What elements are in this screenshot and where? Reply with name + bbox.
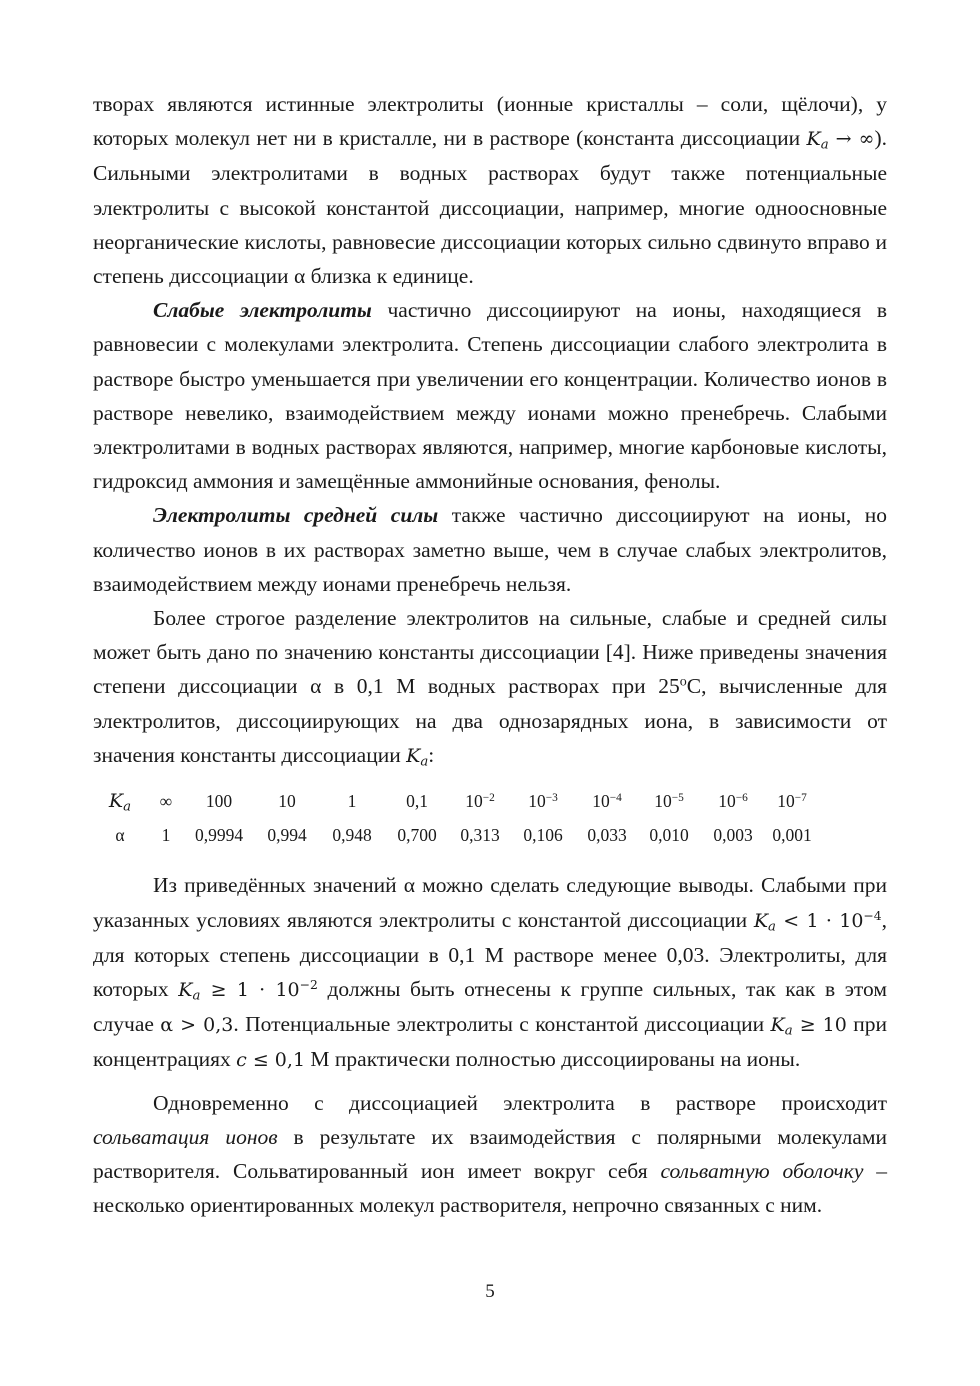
table-cell: $10^{-7}$ xyxy=(777,791,807,812)
text-run: Одновременно с диссоциацией электролита в растворе происходит xyxy=(153,1090,887,1115)
text-run: ). Сильными электролитами в водных растворах будут также потенциальные электролиты с высокой константой диссоциации, например, многие одноосновные неорганические кислоты, равновесие диссоциации которых сильно сдвинуто вправо и степень диссоциации α близка к единице. xyxy=(93,126,888,289)
table-cell: $10^{-2}$ xyxy=(465,791,495,812)
table-cell: $10^{-6}$ xyxy=(718,791,748,812)
text-run: при концентрациях xyxy=(93,1012,887,1072)
row-label-alpha: α xyxy=(115,825,125,846)
math-expression: ≥ $1 \cdot 10^{-2}$ xyxy=(200,978,318,1002)
table-cell: 0,010 xyxy=(649,825,689,846)
term-solvation: сольватация ионов xyxy=(93,1124,278,1149)
math-ka: $K_a$ xyxy=(806,128,829,153)
dissociation-table xyxy=(93,784,819,852)
text-run: Более строгое разделение электролитов на сильные, слабые и средней силы может быть дано по значению константы диссоциации [4]. Ниже приведены значения степени диссоциации α в 0,1 М водных растворах при 25 xyxy=(93,606,887,699)
paragraph-conclusions xyxy=(93,868,887,1077)
paragraph-solvation xyxy=(93,1086,887,1223)
text-run: творах являются истинные электролиты (ионные кристаллы – соли, щёлочи), у которых молекул нет ни в кристалле, ни в растворе (константа диссоциации xyxy=(93,92,887,151)
text-run: – несколько ориентированных молекул растворителя, непрочно связанных с ним. xyxy=(93,1159,888,1218)
page-number: 5 xyxy=(485,1281,495,1302)
term-medium-electrolytes: Электролиты средней силы xyxy=(153,503,439,528)
text-run: должны быть отнесены к группе сильных, так как в этом случае xyxy=(93,977,887,1037)
table-cell: 0,700 xyxy=(397,825,437,846)
math-expression: < $1 \cdot 10^{-4}$ xyxy=(775,908,882,932)
math-expression: ≤ 0,1 xyxy=(246,1049,306,1072)
paragraph-weak-electrolytes xyxy=(93,293,887,498)
document-page xyxy=(93,87,887,1223)
table-cell: $10^{-4}$ xyxy=(592,791,622,812)
table-cell: $10^{-5}$ xyxy=(654,791,684,812)
text-run: : xyxy=(428,742,435,767)
table-cell: 0,003 xyxy=(713,825,753,846)
text-run: М практически полностью диссоциированы на ионы. xyxy=(305,1047,801,1072)
table-cell: $10^{-3}$ xyxy=(528,791,558,812)
paragraph-medium-electrolytes xyxy=(93,498,887,601)
text-run: С, вычисленные для электролитов, диссоциирующих на два однозарядных иона, в зависимости от значения константы диссоциации xyxy=(93,674,887,767)
row-label-ka: $K_a$ xyxy=(108,790,132,815)
math-c: c xyxy=(236,1049,247,1072)
math-ka: $K_a$ xyxy=(406,744,429,770)
text-run: , для которых степень диссоциации в 0,1 М растворе менее 0,03. Электролиты, для которых xyxy=(93,907,887,1002)
table-cell: 0,001 xyxy=(772,825,812,846)
table-cell: 1 xyxy=(347,791,357,812)
table-cell: 1 xyxy=(161,825,171,846)
table-cell: ∞ xyxy=(159,791,173,812)
math-ka: $K_a$ xyxy=(770,1014,793,1039)
table-cell: 0,948 xyxy=(332,825,372,846)
text-run: также частично диссоциируют на ионы, но количество ионов в их растворах заметно выше, чем в случае слабых электролитов, взаимодействием между ионами пренебречь нельзя. xyxy=(93,503,887,596)
table-cell: 100 xyxy=(205,791,233,812)
table-cell: 0,1 xyxy=(406,791,428,812)
table-cell: 10 xyxy=(278,791,296,812)
term-solvation-shell: сольватную оболочку xyxy=(660,1159,864,1184)
table-cell: 0,106 xyxy=(523,825,563,846)
math-expression: α > 0,3 xyxy=(160,1014,234,1037)
text-run: Из приведённых значений α можно сделать следующие выводы. Слабыми при указанных условиях являются электролиты с константой диссоциации xyxy=(93,873,887,932)
text-run: частично диссоциируют на ионы, находящиеся в равновесии с молекулами электролита. Степень диссоциации слабого электролита в растворе быстро уменьшается при увеличении его концентрации. Количество ионов в растворе невелико, взаимодействием между ионами можно пренебречь. Слабыми электролитами в водных растворах являются, например, многие карбоновые кислоты, гидроксид аммония и замещённые аммонийные основания, фенолы. xyxy=(93,298,887,494)
text-run: . Потенциальные электролиты с константой диссоциации xyxy=(233,1012,771,1037)
table-cell: 0,313 xyxy=(460,825,500,846)
math-infinity: → ∞ xyxy=(828,128,875,151)
math-expression: ≥ 10 xyxy=(792,1014,847,1037)
table-row-alpha xyxy=(93,818,819,852)
table-cell: 0,033 xyxy=(587,825,627,846)
math-ka: $K_a$ xyxy=(178,979,201,1004)
table-row-ka xyxy=(93,784,819,818)
table-cell: 0,9994 xyxy=(194,825,244,846)
table-cell: 0,994 xyxy=(267,825,307,846)
math-ka: $K_a$ xyxy=(753,909,776,934)
text-run: в результате их взаимодействия с полярными молекулами растворителя. Сольватированный ион имеет вокруг себя xyxy=(93,1124,887,1184)
paragraph-classification xyxy=(93,601,887,773)
degree-sign: о xyxy=(679,674,687,690)
term-weak-electrolytes: Слабые электролиты xyxy=(153,298,372,323)
paragraph-strong-electrolytes-end xyxy=(93,87,887,293)
